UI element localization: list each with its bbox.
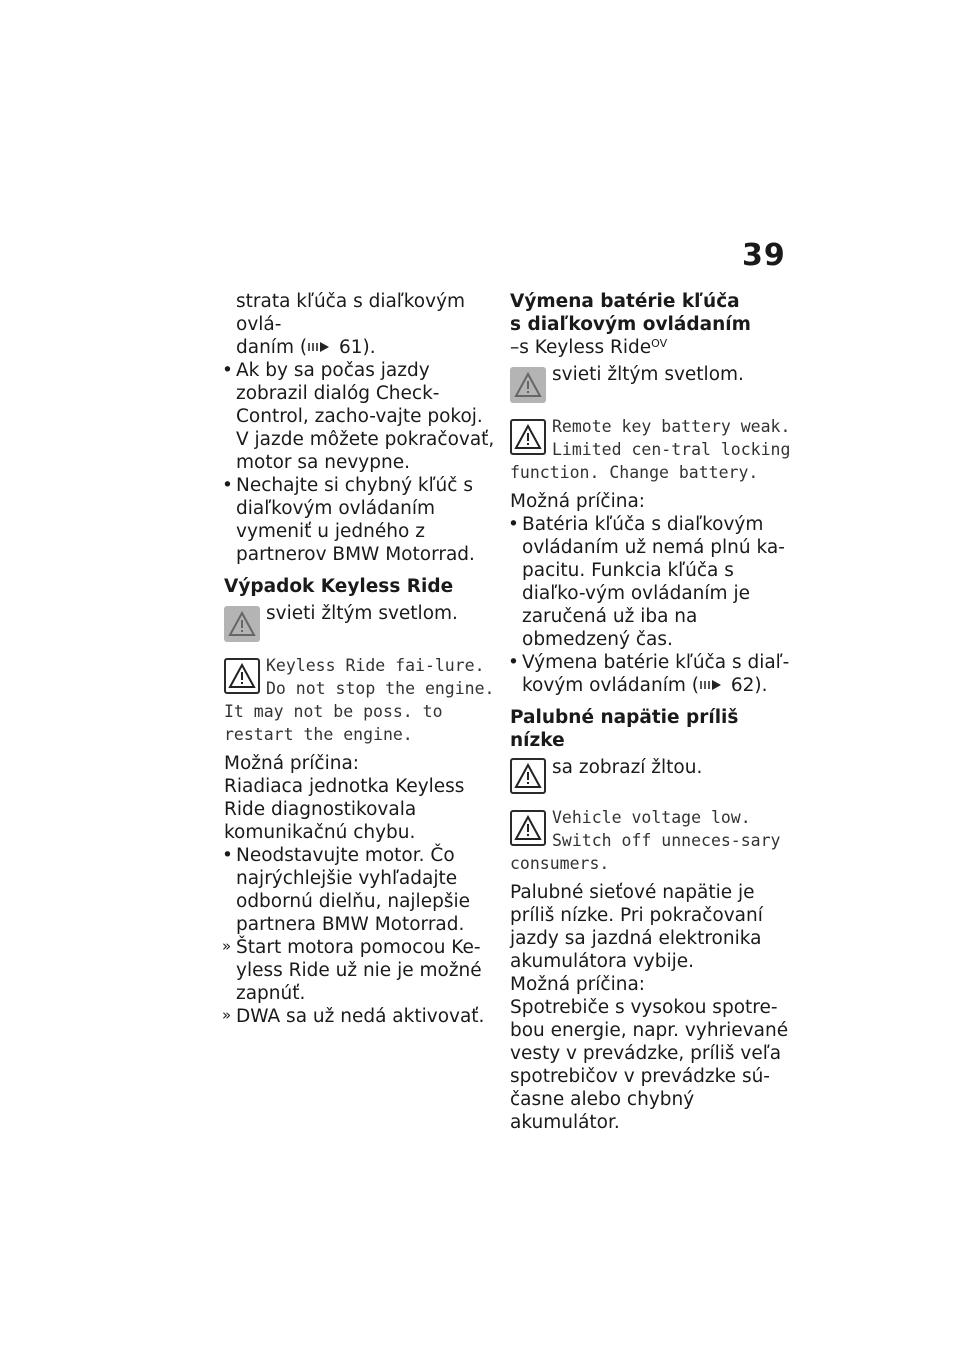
list-item: • Batéria kľúča s diaľkovým ovládaním už nemá plnú ka-pacitu. Funkcia kľúča s diaľko-vým ovládaním je zaručená už iba na obmedzený čas. xyxy=(510,513,792,651)
warning-triangle-icon xyxy=(224,606,260,642)
section-heading: Výpadok Keyless Ride xyxy=(224,576,454,597)
cause-text: Riadiaca jednotka Keyless Ride diagnostikovala komunikačnú chybu. xyxy=(224,776,465,843)
right-column xyxy=(510,290,792,1134)
list-item: • Ak by sa počas jazdy zobrazil dialóg Check-Control, zacho-vajte pokoj. V jazde môžete pokračovať, motor sa nevypne. xyxy=(224,359,496,474)
option-superscript: OV xyxy=(651,337,668,350)
display-message: Vehicle voltage low. Switch off unneces-sary consumers. xyxy=(510,808,781,873)
paragraph: Spotrebiče s vysokou spotre-bou energie, napr. vyhrievané vesty v prevádzke, príliš veľa spotrebičov v prevádzke sú-časne alebo chybný akumulátor. xyxy=(510,997,789,1133)
warning-triangle-icon xyxy=(510,367,546,403)
section-heading: Výmena batérie kľúča s diaľkovým ovládaním xyxy=(510,291,751,335)
indicator-text: svieti žltým svetlom. xyxy=(266,603,458,624)
display-message: Keyless Ride fai-lure. Do not stop the engine. It may not be poss. to restart the engine. xyxy=(224,656,495,744)
result-item: » DWA sa už nedá aktivovať. xyxy=(224,1005,496,1028)
display-message: Remote key battery weak. Limited cen-tral locking function. Change battery. xyxy=(510,417,791,482)
list-item: • Nechajte si chybný kľúč s diaľkovým ovládaním vymeniť u jedného z partnerov BMW Motorrad. xyxy=(224,474,496,566)
cause-label: Možná príčina: xyxy=(224,753,360,774)
left-column xyxy=(224,290,496,1028)
warning-triangle-icon xyxy=(510,810,546,846)
list-item: • Výmena batérie kľúča s diaľ- kovým ovládaním ( 62). xyxy=(510,651,792,697)
warning-triangle-icon xyxy=(224,658,260,694)
section-subtitle: –s Keyless Ride$^{OV}$ xyxy=(510,337,668,358)
warning-indicator-row xyxy=(510,363,792,403)
paragraph: Palubné sieťové napätie je príliš nízke. Pri pokračovaní jazdy sa jazdná elektronika akumulátora vybije. xyxy=(510,882,763,972)
page-reference-arrow-icon xyxy=(699,678,725,692)
result-item: » Štart motora pomocou Ke-yless Ride už nie je možné zapnúť. xyxy=(224,936,496,1005)
page-reference-arrow-icon xyxy=(307,340,333,354)
cause-label: Možná príčina: xyxy=(510,974,646,995)
indicator-text: sa zobrazí žltou. xyxy=(552,757,703,778)
paragraph: strata kľúča s diaľkovým ovlá- daním ( 61). xyxy=(236,291,466,358)
page-number: 39 xyxy=(742,238,786,273)
warning-indicator-row xyxy=(510,756,792,794)
list-item: • Neodstavujte motor. Čo najrýchlejšie vyhľadajte odbornú dielňu, najlepšie partnera BMW Motorrad. xyxy=(224,844,496,936)
warning-indicator-row xyxy=(224,602,496,642)
warning-triangle-icon xyxy=(510,419,546,455)
section-heading: Palubné napätie príliš nízke xyxy=(510,707,739,751)
cause-label: Možná príčina: xyxy=(510,491,646,512)
warning-triangle-icon xyxy=(510,758,546,794)
indicator-text: svieti žltým svetlom. xyxy=(552,364,744,385)
